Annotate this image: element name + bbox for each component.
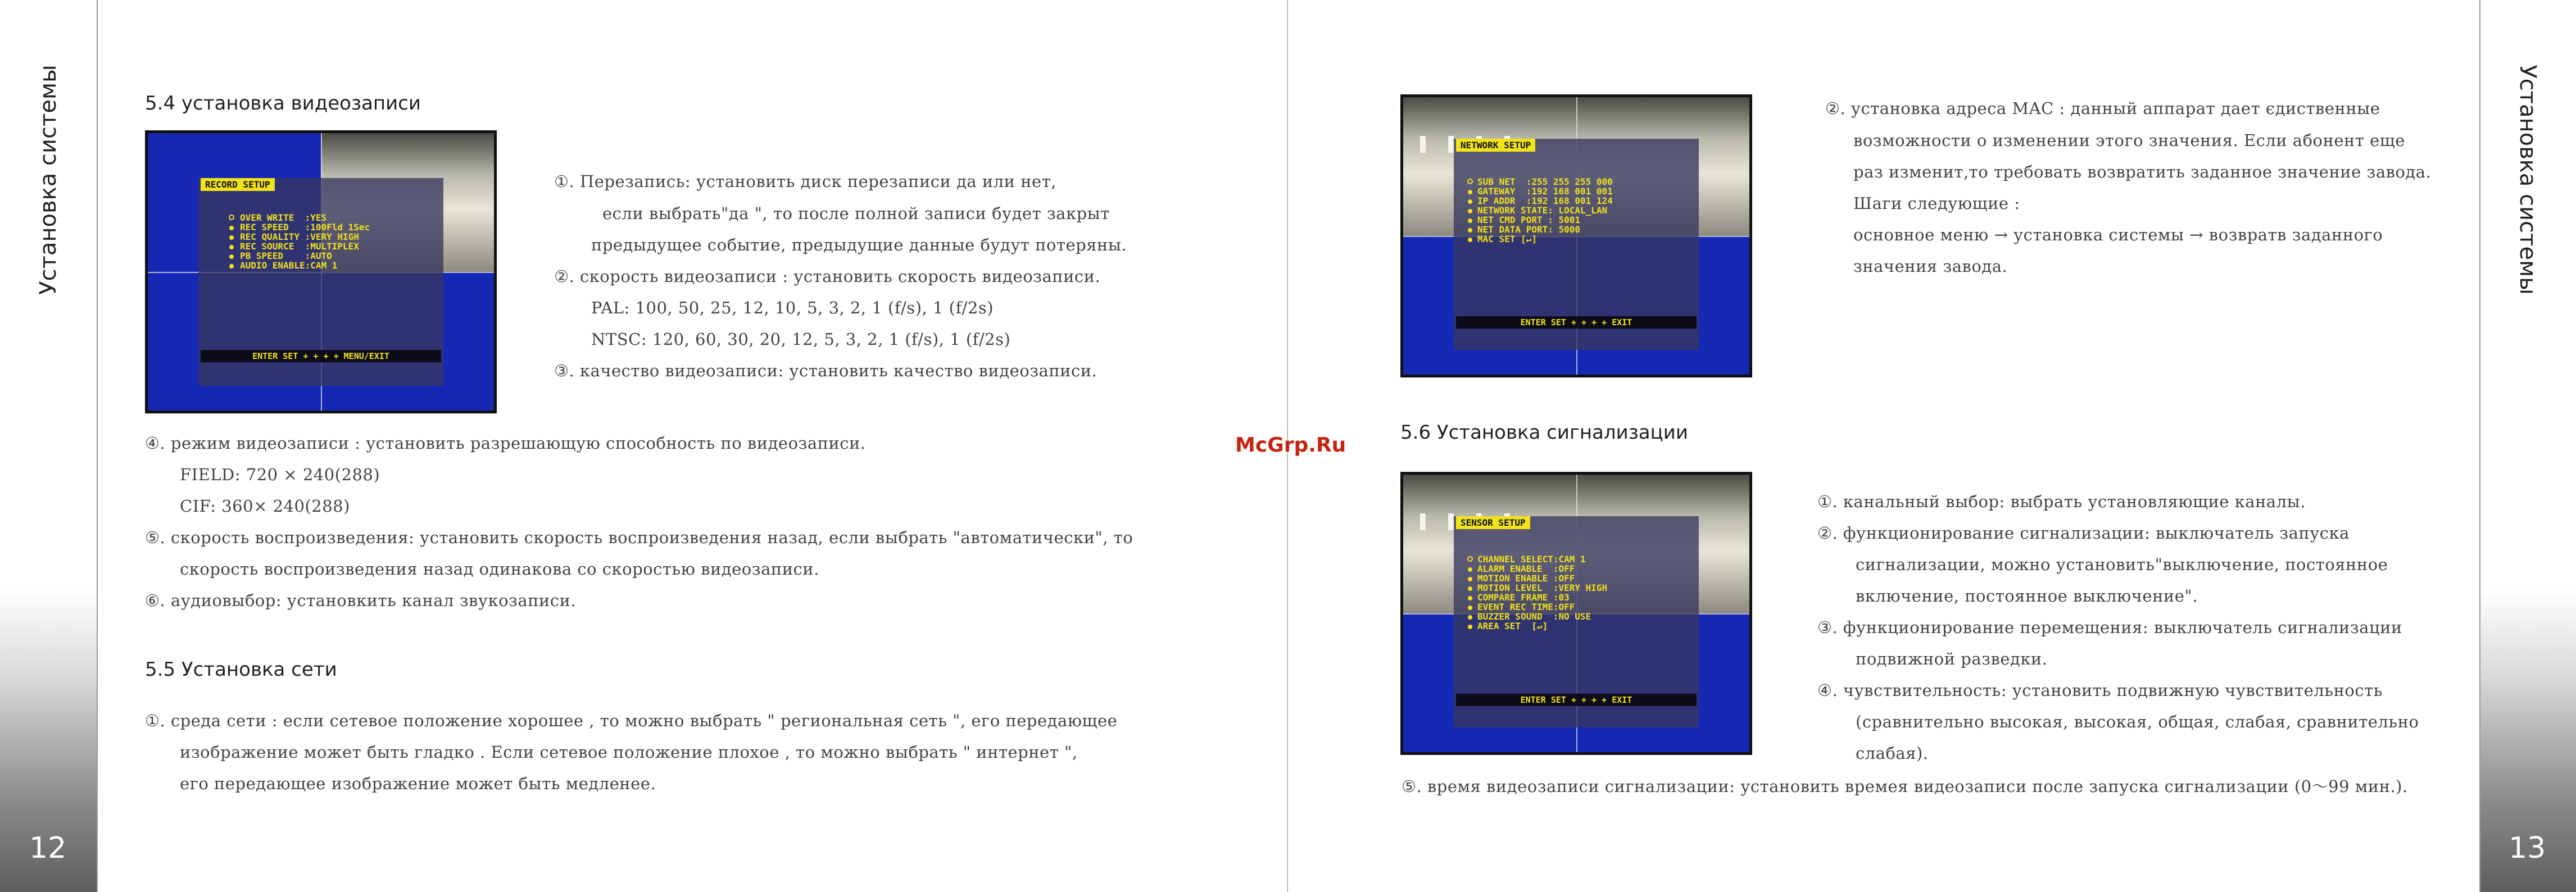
text-line: ③. функционирование перемещения: выключатель сигнализации	[1817, 618, 2402, 637]
osd-bullet-icon	[1468, 190, 1472, 194]
osd-cursor-icon	[229, 215, 234, 220]
text-line: ②. скорость видеозаписи : установить скорость видеозаписи.	[554, 267, 1101, 286]
osd-cursor-icon	[1467, 556, 1473, 562]
text-line: ③. качество видеозаписи: установить качество видеозаписи.	[554, 361, 1097, 380]
left-running-title: Установка системы	[35, 65, 61, 295]
text-line: CIF: 360× 240(288)	[180, 497, 350, 516]
osd-bullet-icon	[229, 226, 234, 230]
osd-bullet-icon	[1468, 606, 1472, 610]
osd-line: AREA SET [↵]	[1477, 621, 1548, 631]
text-line: изображение может быть гладко . Если сетевое положение плохое , то можно выбрать " интернет ",	[180, 743, 1078, 762]
text-line: NTSC: 120, 60, 30, 20, 12, 5, 3, 2, 1 (f/s), 1 (f/2s)	[591, 330, 1011, 349]
osd-bullet-icon	[1468, 228, 1472, 233]
osd-line: MOTION LEVEL :VERY HIGH	[1477, 582, 1608, 593]
text-line: ②. функционирование сигнализации: выключатель запуска	[1817, 524, 2350, 543]
page-number-left: 12	[29, 831, 67, 865]
text-line: ①. канальный выбор: выбрать установляющие каналы.	[1817, 492, 2306, 511]
text-line: значения завода.	[1853, 257, 2008, 276]
osd-line: SUB NET :255 255 255 000	[1477, 176, 1613, 187]
osd-bullet-icon	[229, 245, 234, 249]
osd-bullet-icon	[1468, 209, 1472, 213]
sensor-setup-screenshot	[1400, 472, 1752, 755]
watermark: McGrp.Ru	[1235, 434, 1346, 457]
text-line: включение, постоянное выключение".	[1856, 586, 2198, 606]
text-line: сигнализации, можно установить"выключение, постоянное	[1856, 555, 2388, 574]
text-line: (сравнительно высокая, высокая, общая, слабая, сравнительно	[1856, 712, 2419, 731]
osd-bullet-icon	[1468, 625, 1472, 629]
text-line: ⑥. аудиовыбор: установкить канал звукозаписи.	[145, 591, 577, 610]
section-5-5-heading: 5.5 Установка сети	[145, 658, 337, 681]
osd-line: REC SPEED :100Fld 1Sec	[240, 222, 370, 233]
text-line: возможности о изменении этого значения. Если абонент еще	[1853, 131, 2405, 150]
text-line: подвижной разведки.	[1856, 649, 2048, 668]
osd-menu-title: RECORD SETUP	[201, 178, 275, 191]
osd-line: GATEWAY :192 168 001 001	[1477, 186, 1613, 197]
text-line: ②. установка адреса MAC : данный аппарат дает єдиственные	[1825, 99, 2380, 118]
osd-footer: ENTER SET + + + + EXIT	[1456, 694, 1697, 706]
osd-line: MOTION ENABLE :OFF	[1477, 573, 1575, 584]
osd-bullet-icon	[1468, 567, 1472, 572]
osd-bullet-icon	[229, 254, 234, 259]
osd-line: MAC SET [↵]	[1477, 234, 1537, 244]
osd-bullet-icon	[229, 235, 234, 240]
osd-line: COMPARE FRAME :03	[1477, 592, 1570, 603]
text-line: скорость воспроизведения назад одинакова со скоростью видеозаписи.	[180, 559, 819, 579]
osd-bullet-icon	[1468, 586, 1472, 591]
osd-line: CHANNEL SELECT:CAM 1	[1477, 554, 1586, 565]
osd-menu-title: NETWORK SETUP	[1456, 139, 1535, 152]
text-line: его передающее изображение может быть медленее.	[180, 774, 656, 793]
osd-line: ALARM ENABLE :OFF	[1477, 563, 1575, 574]
osd-line: NET CMD PORT : 5001	[1477, 215, 1581, 225]
text-line: предыдущее событие, предыдущие данные будут потеряны.	[591, 235, 1127, 254]
osd-line: BUZZER SOUND :NO USE	[1477, 611, 1591, 622]
osd-line: EVENT REC TIME:OFF	[1477, 602, 1575, 612]
text-line: ①. среда сети : если сетевое положение хорошее , то можно выбрать " региональная сеть ", его передающее	[145, 711, 1118, 730]
osd-line: IP ADDR :192 168 001 124	[1477, 195, 1613, 206]
text-line: основное меню → установка системы → возвратв заданного	[1853, 225, 2383, 244]
section-5-4-heading: 5.4 установка видеозаписи	[145, 92, 421, 115]
text-line: ①. Перезапись: установить диск перезаписи да или нет,	[554, 172, 1056, 191]
osd-footer: ENTER SET + + + + EXIT	[1456, 316, 1697, 329]
text-line: ④. чувствительность: установить подвижную чувствительность	[1817, 681, 2383, 700]
osd-footer: ENTER SET + + + + MENU/EXIT	[201, 350, 441, 362]
osd-menu-title: SENSOR SETUP	[1456, 516, 1530, 529]
network-setup-screenshot	[1400, 94, 1752, 377]
osd-line: PB SPEED :AUTO	[240, 251, 332, 261]
osd-cursor-icon	[1467, 179, 1473, 184]
osd-line: REC QUALITY :VERY HIGH	[240, 231, 359, 242]
osd-bullet-icon	[1468, 199, 1472, 204]
osd-bullet-icon	[1468, 596, 1472, 600]
text-line: ⑤. скорость воспроизведения: установить скорость воспроизведения назад, если выбрать "автоматически", то	[145, 528, 1133, 547]
record-setup-screenshot	[145, 130, 497, 413]
text-line: ④. режим видеозаписи : установить разрешающую способность по видеозаписи.	[145, 434, 866, 453]
osd-line: AUDIO ENABLE:CAM 1	[240, 260, 338, 271]
text-line: слабая).	[1856, 744, 1929, 763]
osd-bullet-icon	[229, 264, 234, 268]
text-line: раз изменит,то требовать возвратить заданное значение завода.	[1853, 162, 2432, 181]
osd-bullet-icon	[1468, 615, 1472, 620]
osd-bullet-icon	[1468, 577, 1472, 581]
osd-bullet-icon	[1468, 238, 1472, 242]
osd-line: REC SOURCE :MULTIPLEX	[240, 241, 359, 252]
text-line: если выбрать"да ", то после полной записи будет закрыт	[602, 204, 1110, 223]
osd-line: NET DATA PORT: 5000	[1477, 224, 1581, 235]
text-line: Шаги следующие :	[1853, 194, 2020, 213]
osd-bullet-icon	[1468, 219, 1472, 223]
page-number-right: 13	[2509, 831, 2546, 865]
osd-line: OVER WRITE :YES	[240, 212, 327, 223]
section-5-6-heading: 5.6 Установка сигнализации	[1400, 421, 1688, 444]
osd-line: NETWORK STATE: LOCAL_LAN	[1477, 205, 1608, 216]
right-running-title: Установка системы	[2515, 65, 2541, 295]
text-line: ⑤. время видеозаписи сигнализации: установить времея видеозаписи после запуска сигнализации (0～99 мин.).	[1402, 777, 2408, 796]
text-line: FIELD: 720 × 240(288)	[180, 465, 380, 484]
text-line: PAL: 100, 50, 25, 12, 10, 5, 3, 2, 1 (f/s), 1 (f/2s)	[591, 298, 994, 317]
